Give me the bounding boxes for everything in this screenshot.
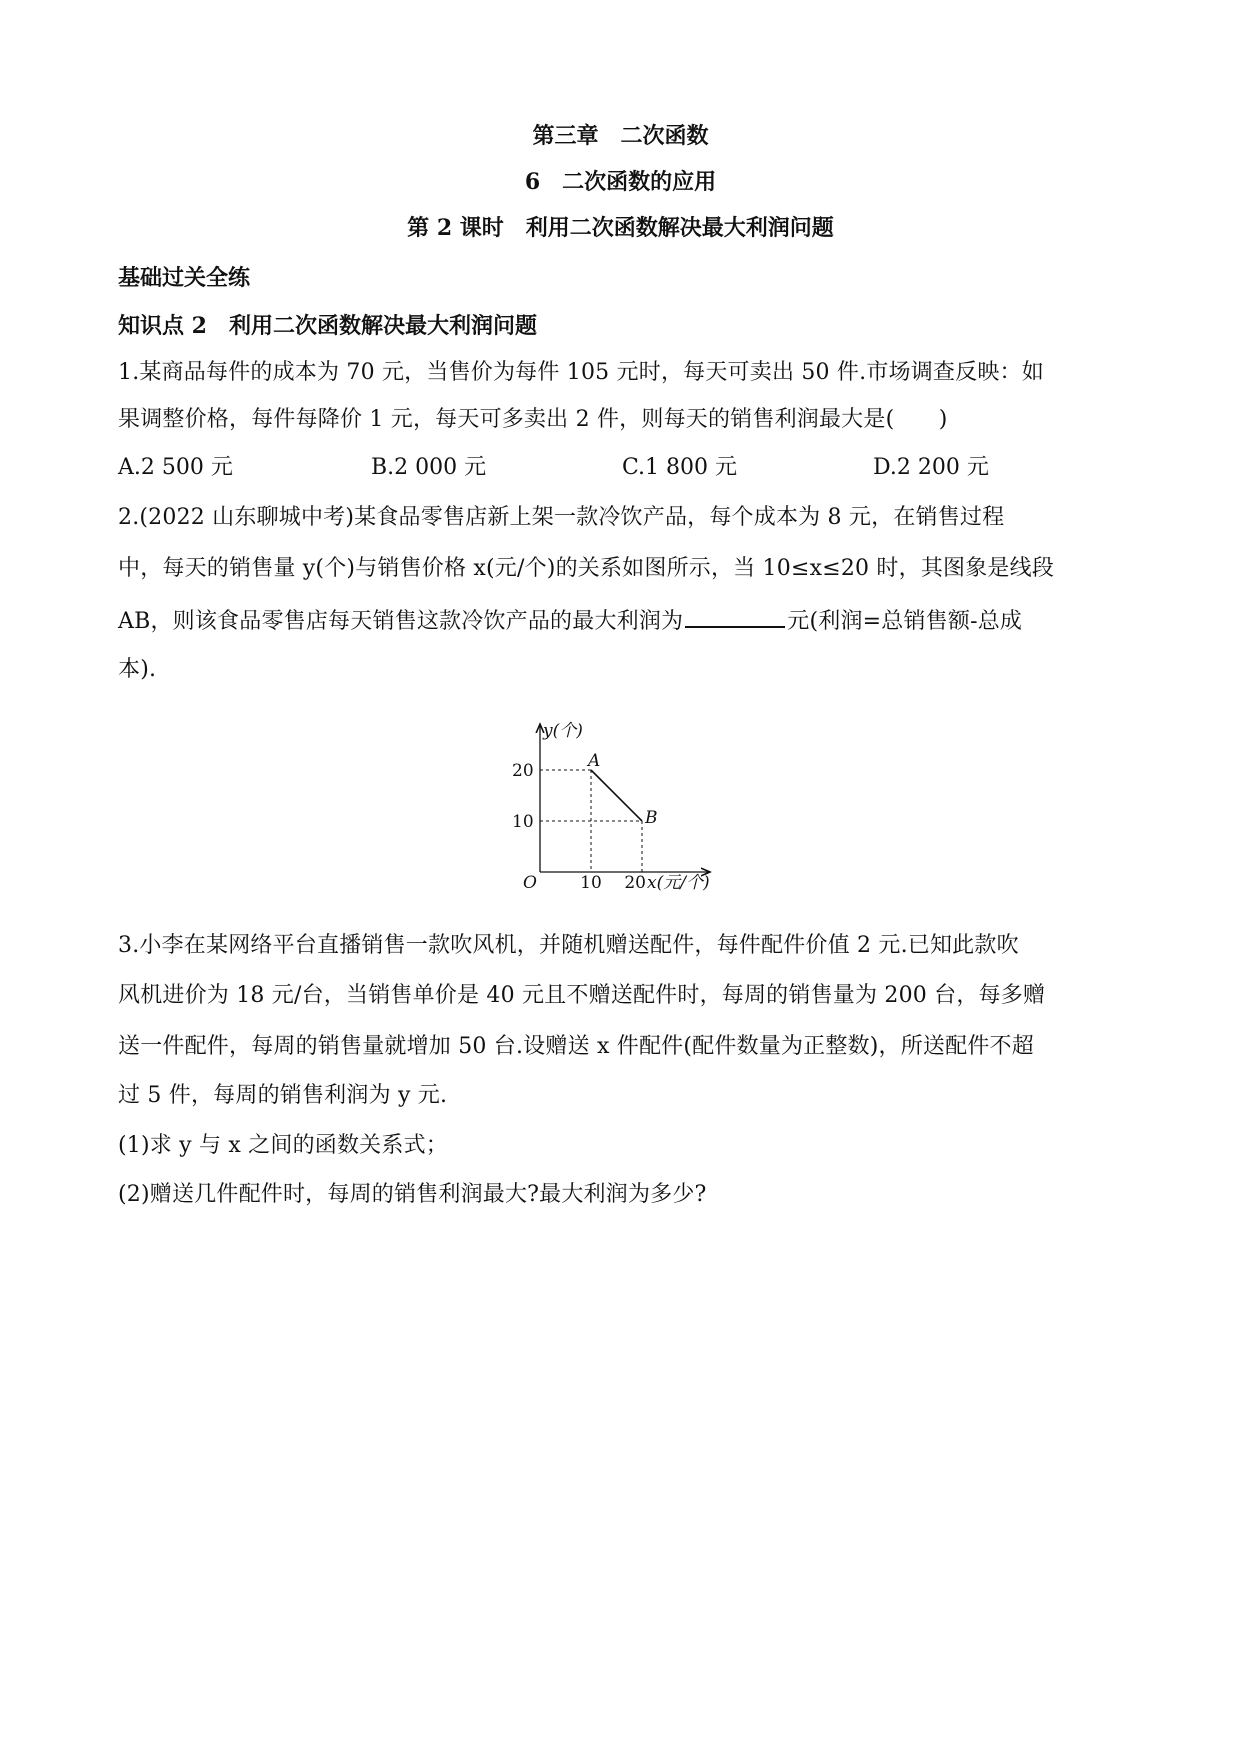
q2-line-3 (118, 604, 1022, 638)
x-tick-label: 10 (580, 873, 602, 892)
q3-part-2: (2)赠送几件配件时，每周的销售利润最大?最大利润为多少? (118, 1182, 707, 1207)
q3-part-1: (1)求 y 与 x 之间的函数关系式； (118, 1133, 448, 1158)
chart-guides (540, 770, 642, 872)
q2-line-4: 本). (118, 657, 157, 682)
q1-option-c: C.1 800 元 (622, 455, 738, 480)
knowledge-point-title: 知识点 2 利用二次函数解决最大利润问题 (118, 313, 537, 339)
q2-line-3-end: 元(利润=总销售额-总成 (787, 609, 1023, 634)
section-title: 6 二次函数的应用 (524, 169, 717, 195)
origin-label: O (523, 873, 537, 892)
q2-line-2: 中，每天的销售量 y(个)与销售价格 x(元/个)的关系如图所示，当 10≤x≤20 时，其图象是线段 (118, 556, 1055, 581)
q3-line-1: 3.小李在某网络平台直播销售一款吹风机，并随机赠送配件，每件配件价值 2 元.已知此款吹 (118, 933, 1019, 958)
y-tick-label: 10 (512, 812, 534, 832)
segment-ab (591, 770, 642, 821)
q1-line-2: 果调整价格，每件每降价 1 元，每天可多卖出 2 件，则每天的销售利润最大是( ) (118, 407, 948, 432)
y-axis-label: y(个) (543, 721, 583, 741)
answer-blank[interactable] (685, 604, 785, 628)
q1-option-a: A.2 500 元 (118, 455, 233, 480)
chapter-title: 第三章 二次函数 (532, 123, 709, 149)
x-axis-label: x(元/个) (647, 873, 710, 892)
q2-line-3-start: AB，则该食品零售店每天销售这款冷饮产品的最大利润为 (118, 609, 684, 634)
q3-line-4: 过 5 件，每周的销售利润为 y 元. (118, 1083, 448, 1108)
point-label-b: B (645, 808, 658, 828)
lesson-title: 第 2 课时 利用二次函数解决最大利润问题 (407, 215, 834, 241)
q3-line-2: 风机进价为 18 元/台，当销售单价是 40 元且不赠送配件时，每周的销售量为 200 台，每多赠 (118, 983, 1046, 1008)
sales-volume-chart (500, 712, 740, 892)
q1-option-d: D.2 200 元 (873, 455, 989, 480)
q1-option-b: B.2 000 元 (371, 455, 487, 480)
q2-line-1: 2.(2022 山东聊城中考)某食品零售店新上架一款冷饮产品，每个成本为 8 元，在销售过程 (118, 505, 1005, 530)
q3-line-3: 送一件配件，每周的销售量就增加 50 台.设赠送 x 件配件(配件数量为正整数)，所送配件不超 (118, 1034, 1034, 1059)
point-label-a: A (588, 751, 601, 771)
q1-line-1: 1.某商品每件的成本为 70 元，当售价为每件 105 元时，每天可卖出 50 件.市场调查反映：如 (118, 360, 1044, 385)
x-tick-label: 20 (624, 873, 646, 892)
practice-title: 基础过关全练 (118, 265, 251, 291)
y-tick-label: 20 (512, 761, 534, 781)
